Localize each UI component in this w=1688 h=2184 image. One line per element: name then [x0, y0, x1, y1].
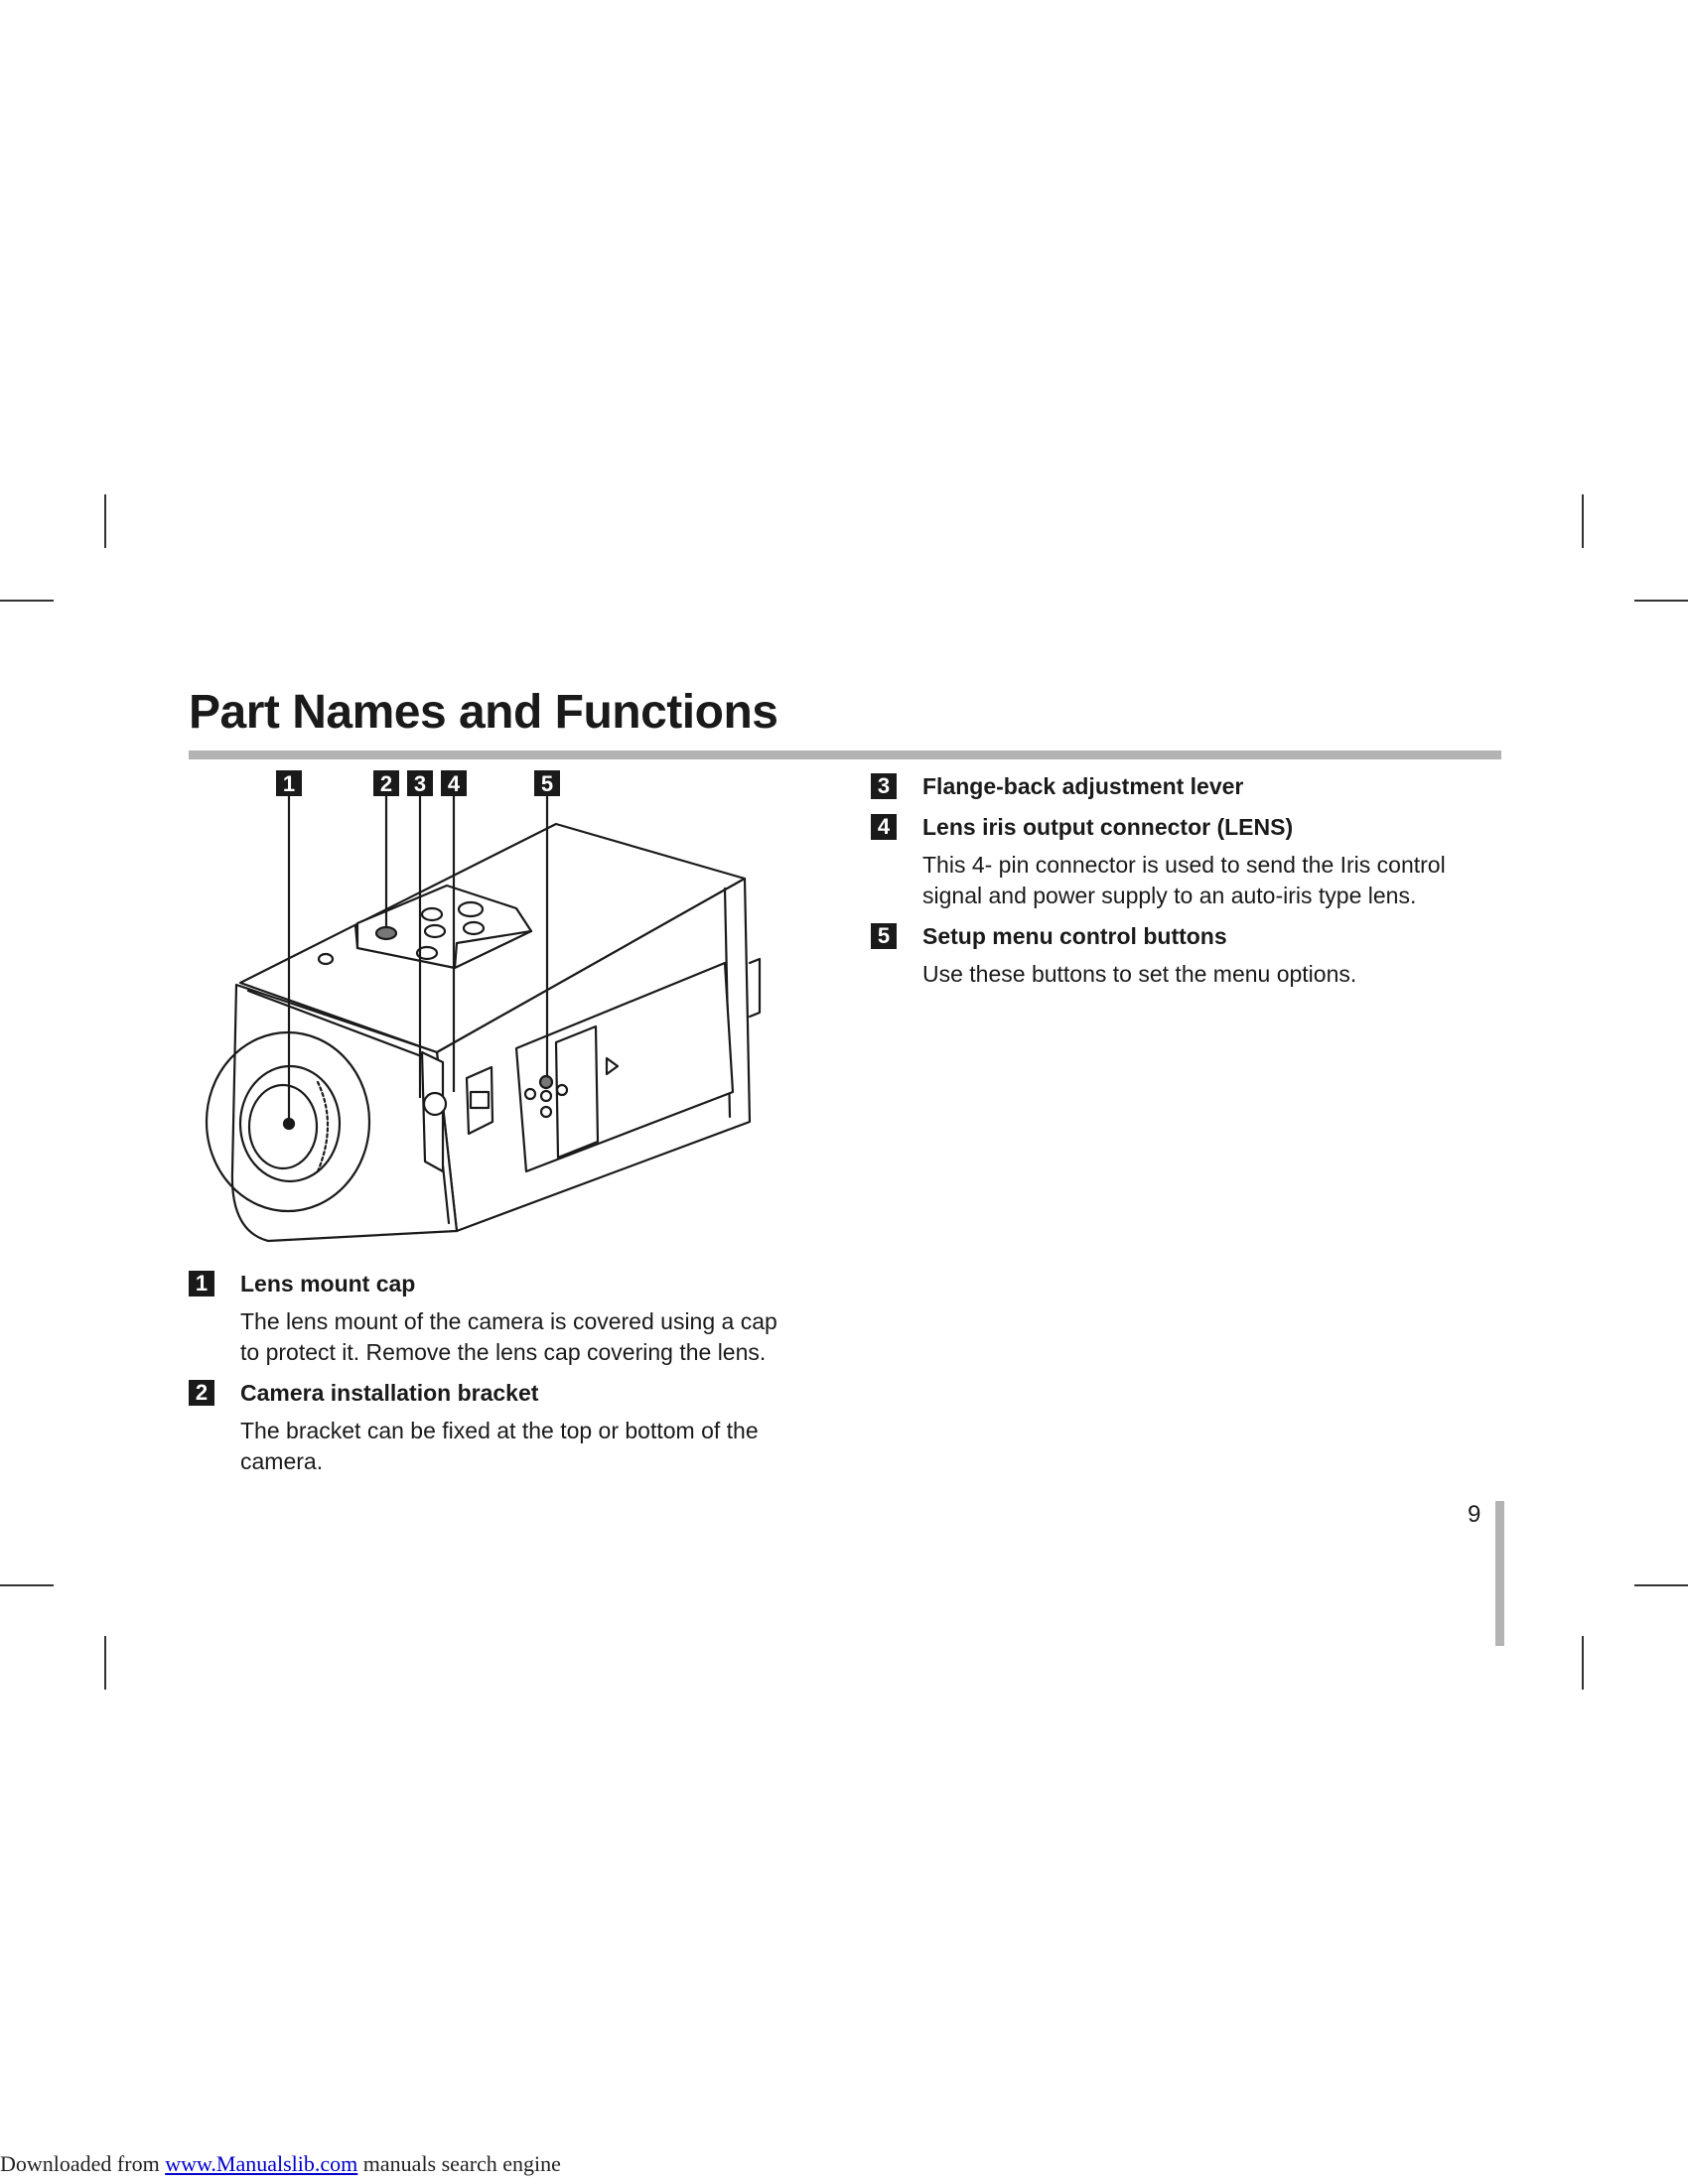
callout-5-label: 5 — [540, 771, 554, 796]
list-item — [189, 1376, 796, 1477]
setup-button-up — [540, 1076, 552, 1088]
footer-suffix: manuals search engine — [357, 2151, 561, 2176]
item-number: 4 — [871, 814, 897, 840]
crop-mark — [104, 494, 106, 548]
camera-illustration — [189, 764, 784, 1251]
page-number-bar — [1495, 1501, 1504, 1646]
item-number: 3 — [871, 773, 897, 799]
item-description: This 4- pin connector is used to send the Iris control signal and power supply to an auto-iris type lens. — [922, 852, 1446, 908]
crop-mark — [0, 1584, 54, 1586]
item-title: Lens iris output connector (LENS) — [922, 814, 1294, 840]
item-number: 1 — [189, 1271, 214, 1297]
item-description: The lens mount of the camera is covered using a cap to protect it. Remove the lens cap covering the lens. — [240, 1308, 777, 1365]
page-number: 9 — [1468, 1501, 1481, 1528]
page-title: Part Names and Functions — [189, 686, 778, 739]
callout-4-label: 4 — [447, 771, 461, 796]
crop-mark — [1634, 600, 1688, 602]
camera-figure — [189, 764, 784, 1256]
item-description: The bracket can be fixed at the top or bottom of the camera. — [240, 1418, 759, 1474]
item-title: Camera installation bracket — [240, 1380, 539, 1406]
list-item — [871, 769, 1478, 803]
callout-1-label: 1 — [282, 771, 296, 796]
item-title: Setup menu control buttons — [922, 923, 1227, 949]
right-column — [871, 769, 1478, 998]
lens-connector-port — [471, 1092, 489, 1108]
item-number: 2 — [189, 1380, 214, 1406]
manualslib-link[interactable]: www.Manualslib.com — [165, 2151, 358, 2176]
left-column — [189, 1267, 796, 1485]
footer-prefix: Downloaded from — [0, 2151, 166, 2176]
list-item — [189, 1267, 796, 1368]
crop-mark — [1634, 1584, 1688, 1586]
title-rule — [189, 751, 1501, 759]
item-title: Flange-back adjustment lever — [922, 773, 1244, 799]
list-item — [871, 919, 1478, 990]
item-title: Lens mount cap — [240, 1271, 416, 1297]
item-number: 5 — [871, 923, 897, 949]
item-description: Use these buttons to set the menu options. — [922, 961, 1357, 987]
crop-mark — [1582, 494, 1584, 548]
callout-3-label: 3 — [413, 771, 427, 796]
list-item — [871, 810, 1478, 911]
callout-2-label: 2 — [379, 771, 393, 796]
crop-mark — [0, 600, 54, 602]
download-footer — [0, 2151, 561, 2177]
crop-mark — [1582, 1636, 1584, 1690]
crop-mark — [104, 1636, 106, 1690]
